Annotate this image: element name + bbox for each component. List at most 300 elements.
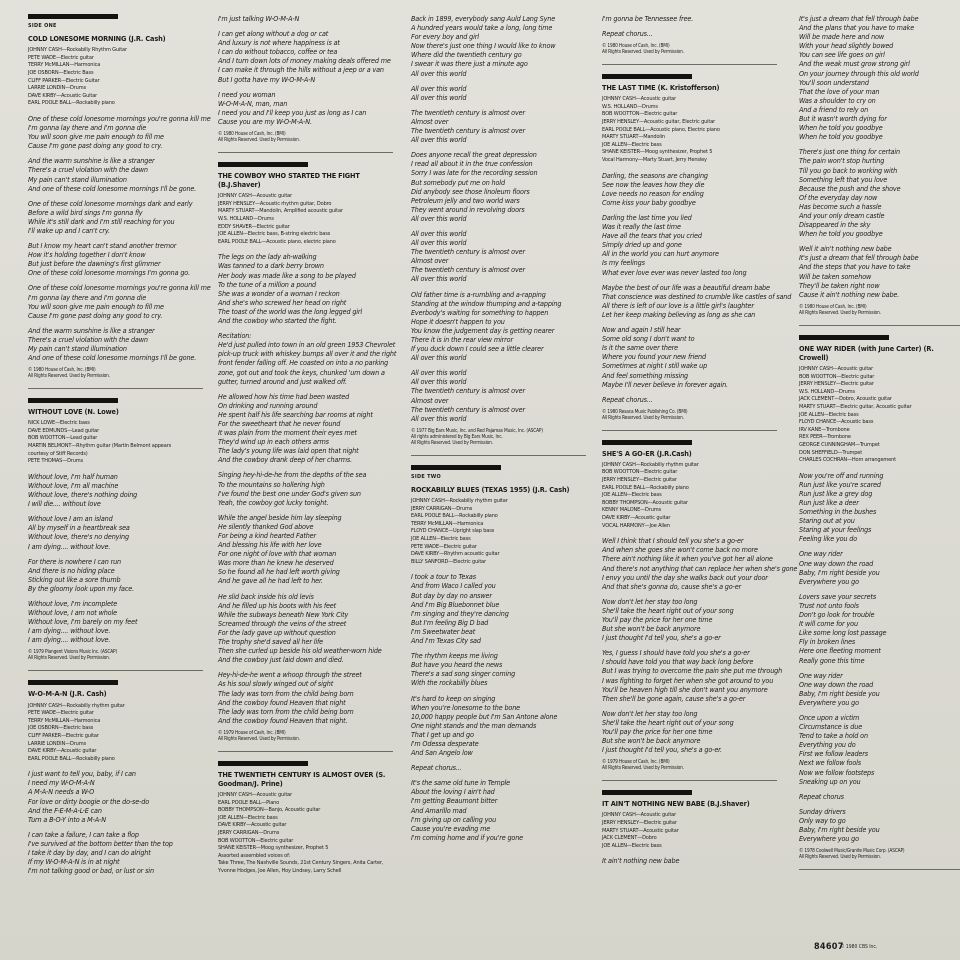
credits-list [602,462,786,530]
song-title: IT AIN'T NOTHING NEW BABE (B.J.Shaver) [602,799,750,809]
lyric-line: One of these cold lonesome mornings dark and early [28,198,193,208]
lyrics-block [602,14,786,38]
lyric-line: A M-A-N needs a W-O [28,787,95,797]
lyric-line: And San Angelo low [411,748,473,758]
credit-line: EARL POOLE BALL—Rockabilly piano [28,755,115,762]
lyric-line: One way rider [799,670,843,680]
lyric-line: Without love, there's nothing doing [28,490,138,500]
lyric-line: Love needs no reason for ending [602,188,704,198]
lyric-line: I just thought I'd tell you, she's a go-er [602,633,721,643]
lyric-line: The twentieth century is almost over [411,265,525,275]
title-bar-decoration [602,440,692,445]
lyric-line: It was plain from the moment their eyes met [218,428,357,438]
lyric-line: I was fighting to forget her when she got around to you [602,675,774,685]
credit-line: EARL POOLE BALL—Rockabilly piano [602,484,689,491]
lyric-line: It's just a dream that fell through babe [799,253,919,263]
credit-line: BOB WOOTTON—Electric guitar [799,373,875,380]
lyric-line: Now you're off and running [799,470,884,480]
lyric-line: All over this world [411,238,467,248]
credits-list [411,498,595,566]
lyric-line: front fender falling off. He coasted on into a no parking [218,358,389,368]
lyric-line: And there is no hiding place [28,565,115,575]
title-bar-decoration [28,14,118,19]
lyric-line: I need you woman [218,89,276,99]
divider-rule [28,388,203,389]
lyric-line: The lady was torn from the child being born [218,706,354,716]
lyric-line: And there's not anything that can replace her when she's gone [602,563,798,573]
lyric-line: Cause I'm gone past doing any good to cry. [28,310,163,320]
lyric-line: For being a kind hearted Father [218,531,317,540]
copyright-line: All Rights Reserved. Used by Permission. [28,374,110,380]
lyric-line: Where did the twentieth century go [411,50,522,60]
lyric-line: pick-up truck with whiskey bumps all over it and the right [218,349,397,359]
credit-line: BOB WOOTTON—Electric guitar [602,111,678,118]
lyric-line: By the gloomy look upon my face. [28,583,134,593]
lyric-line: But I'm feeling Big D bad [411,617,489,627]
credit-line: JOE ALLEN—Electric bass [602,842,662,849]
lyric-line: But somebody put me on hold [411,177,505,187]
lyric-line: I can make it through the hills without a jeep or a van [218,65,384,75]
song-block [799,335,955,870]
credit-line: JOE ALLEN—Electric bass [411,536,471,542]
column-2 [218,14,404,884]
copyright-notice [218,132,404,144]
lyric-line: 10,000 happy people but I'm San Antone alone [411,711,558,721]
lyric-line: For every boy and girl [411,32,479,42]
lyric-line: I need you and I'll keep you just as long as I can [218,107,367,117]
lyric-line: Then she curled up beside his old weather-worn hide [218,646,382,656]
lyric-line: And I'm Texas City sad [411,636,481,646]
copyright-notice [602,760,786,772]
lyric-line: He slid back inside his old levis [218,591,314,601]
lyric-line: Staring at your feelings [799,525,872,535]
lyric-line: But it wasn't worth dying for [799,114,887,124]
lyric-line: The rhythm keeps me living [411,651,498,661]
lyric-line: Next we follow fools [799,758,862,768]
lyric-line: While the subways beneath New York City [218,609,349,619]
lyric-line: There it is in the rear view mirror [411,335,513,344]
credit-line: JOE ALLEN—Electric bass [799,411,859,418]
credit-line: BOB WOOTTON—Lead guitar [28,435,98,442]
lyric-line: I'm getting Beaumont bitter [411,796,498,806]
lyric-line: All over this world [411,213,467,223]
lyric-line: And the cowboy drank deep of her charms. [218,455,352,465]
lyrics-block [218,14,404,126]
lyric-line: Yes, I guess I should have told you she's a go-er [602,648,750,658]
copyright-line: All Rights Reserved. Used by Permission. [411,440,493,446]
lyric-line: One night stands and the man demands [411,720,537,730]
lyric-line: You will soon give me pain enough to fill me [28,301,164,311]
title-bar-decoration [218,162,308,167]
lyrics-block [28,769,212,875]
lyric-line: Now we follow footsteps [799,767,875,777]
lyric-line: Lovers save your secrets [799,591,877,601]
lyric-line: Till you go back to working with [799,165,898,175]
lyric-line: All over this world [411,228,467,238]
lyric-line: Everything you do [799,740,856,750]
lyric-line: You'll pay the price for her one time [602,614,713,624]
lyric-line: Was it really the last time [602,222,681,232]
lyric-line: Has become such a hassle [799,201,882,211]
lyric-line: Singing hey-hi-de-he from the depths of the sea [218,470,367,480]
credit-line: JERRY HENSLEY—Electric guitar [799,381,874,388]
song-block [602,14,786,65]
song-title: THE LAST TIME (K. Kristofferson) [602,83,720,93]
song-title: THE TWENTIETH CENTURY IS ALMOST OVER (S. Goodman/J. Prine) [218,769,386,788]
copyright-notice [218,731,404,743]
lyric-line: I envy you until the day she walks back out your door [602,572,768,582]
lyric-line: I will die.... without love [28,499,101,509]
lyric-line: How it's holding together I don't know [28,250,146,260]
lyric-line: Trust not unto fools [799,600,859,610]
lyric-line: Did anybody see those linoleum floors [411,186,530,196]
lyric-line: Will be made here and now [799,32,884,42]
credit-line: JOE ALLEN—Electric bass [602,141,662,148]
lyric-line: It's the same old tune in Temple [411,778,511,788]
lyric-line: I'm singing and they're dancing [411,608,509,618]
song-title: WITHOUT LOVE (N. Lowe) [28,407,119,417]
lyric-line: For love or dirty boogie or the do-se-do [28,796,150,806]
credit-line: LARRIE LONDIN—Drums [28,85,86,92]
lyric-line: I need my W-O-M-A-N [28,778,95,788]
lyric-line: Recitation: [218,331,252,341]
lyric-line: And feel something missing [602,370,688,380]
credit-line: JOHNNY CASH—Rockabilly rhythm guitar [602,461,699,468]
lyric-line: When he told you goodbye [799,123,883,133]
catalog-label: © 1980 CBS Inc. [840,944,878,950]
lyric-line: All over this world [411,377,467,387]
lyric-line: They went around in revolving doors [411,204,525,214]
lyric-line: Repeat chorus... [602,394,653,404]
copyright-line: © 1980 House of Cash, Inc. (BMI) [218,132,286,138]
lyric-line: For the lady gave up without question [218,627,336,637]
lyric-line: And your only dream castle [799,210,885,220]
credit-line: JOHNNY CASH—Acoustic guitar [602,96,676,103]
lyric-line: And from Waco I called you [411,581,496,591]
credit-line: BOBBY THOMPSON—Banjo, Acoustic guitar [218,807,321,814]
lyric-line: The twentieth century is almost over [411,386,525,396]
lyric-line: Darling the last time you lied [602,213,692,222]
song-title: SHE'S A GO-ER (J.R.Cash) [602,448,692,458]
lyric-line: All over this world [411,68,467,78]
lyric-line: One of these cold lonesome mornings you're gonna kill me [28,283,211,293]
credit-line: MARTY STUART—Electric guitar, Acoustic guitar [799,403,912,410]
lyric-line: And the plans that you have to make [799,23,915,33]
lyric-line: My pain can't stand illumination [28,344,127,353]
lyric-line: And the warm sunshine is like a stranger [28,325,155,335]
lyric-line: Without love, I'm incomplete [28,598,118,608]
lyric-line: It will come for you [799,619,858,629]
lyric-line: With your head slightly bowed [799,41,894,51]
credit-line: KENNY MALONE—Drums [602,507,661,514]
credit-line: W.S. HOLLAND—Drums [602,103,658,110]
lyric-line: Well I think that I should tell you she's a go-er [602,536,744,546]
credit-line: JOE ALLEN—Electric bass [218,814,278,821]
credit-line: JERRY HENSLEY—Electric guitar [602,477,677,484]
lyric-line: You know the judgement day is getting nearer [411,325,555,335]
lyric-line: My pain can't stand illumination [28,174,127,184]
lyric-line: Sneaking up on you [799,776,861,786]
copyright-notice [602,410,786,422]
credit-line: JERRY HENSLEY—Acoustic rhythm guitar, Dobro [218,200,332,207]
lyric-line: But I gotta have my W-O-M-A-N [218,74,316,84]
credit-line: DAVE KIRBY—Acoustic guitar [602,515,671,522]
lyric-line: Circumstance is due [799,722,863,732]
credit-line: JOHNNY CASH—Rockabilly Rhythm Guitar [28,47,127,54]
divider-rule [799,325,960,326]
copyright-line: © 1980 House of Cash, Inc. (BMI) [602,44,670,50]
lyric-line: And one of these cold lonesome mornings I'll be gone. [28,183,197,193]
lyric-line: Everywhere you go [799,697,859,707]
lyric-line: You'll be heaven high till she don't want you anymore [602,684,768,694]
lyric-line: I can do without tobacco, coffee or tea [218,47,338,57]
lyric-line: I can get along without a dog or cat [218,29,329,39]
credit-line: DAVE KIRBY—Rhythm acoustic guitar [411,551,500,558]
credits-list [28,47,212,108]
credit-line: EARL POOLE BALL—Acoustic piano, Electric piano [602,126,720,133]
lyric-line: To the mountains so hollering high [218,479,325,489]
lyric-line: Sometimes at night I still wake up [602,361,708,371]
title-bar-decoration [602,790,692,795]
lyric-line: What ever love ever was never lasted too long [602,267,747,277]
credit-line: FLOYD CHANCE—Upright slap bass [411,528,495,535]
lyric-line: You'll pay the price for her one time [602,727,713,736]
credit-line: BOB WOOTTON—Electric guitar [602,469,678,476]
lyric-line: Here one fleeting moment [799,646,881,656]
lyric-line: You can see life goes on girl [799,50,885,60]
divider-rule [799,869,960,870]
lyric-line: Repeat chorus... [411,763,462,773]
lyric-line: The twentieth century is almost over [411,126,525,136]
lyric-line: With the rockabilly blues [411,678,488,688]
lyric-line: It's just a dream that fell through babe [799,14,919,23]
lyric-line: She was a wonder of a woman I reckon [218,288,340,298]
copyright-line: © 1979 Plangent Visions Music Inc. (ASCAP) [28,650,117,656]
copyright-line: All Rights Reserved. Used by Permission. [799,310,881,316]
credits-list [28,420,212,466]
lyrics-block [411,572,595,842]
copyright-notice [799,305,955,317]
lyric-line: Baby, I'm right beside you [799,567,880,577]
lyric-line: On your journey through this old world [799,68,919,78]
lyric-line: About the loving I ain't had [411,787,495,797]
lyric-line: That the love of your man [799,86,880,96]
lyric-line: Staring out at you [799,516,855,526]
lyric-line: Was more than he knew he deserved [218,558,334,568]
credit-line: MARTIN BELMONT—Rhythm guitar (Martin Belmont appears [28,443,172,450]
lyric-line: Petroleum jelly and two world wars [411,195,520,205]
lyric-line: Don't go look for trouble [799,610,875,620]
lyric-line: Will be taken somehow [799,271,872,281]
credits-list [218,792,404,876]
lyric-line: Now and again I still hear [602,325,681,335]
song-title: W-O-M-A-N (J.R. Cash) [28,689,107,699]
lyric-line: There ain't nothing like it when you've got her all alone [602,554,773,564]
title-bar-decoration [411,465,501,470]
divider-rule [602,780,777,781]
song-block [218,162,404,752]
lyric-line: Where you found your new friend [602,352,706,362]
lyric-line: And Amarillo mad [411,805,467,815]
lyric-line: If my W-O-M-A-N is in at night [28,857,120,867]
lyric-line: I can take a failure, I can take a flop [28,829,139,839]
copyright-notice [28,650,212,662]
lyric-line: Only way to go [799,815,846,825]
copyright-line: All Rights Reserved. Used by Permission. [218,736,300,742]
lyric-line: You'll soon understand [799,77,869,87]
lyric-line: Everywhere you go [799,576,859,586]
lyric-line: Feeling like you do [799,534,858,544]
title-bar-decoration [602,74,692,79]
lyric-line: All over this world [411,368,467,378]
lyric-line: For one night of love with that woman [218,549,337,559]
song-title: ROCKABILLY BLUES (TEXAS 1955) (J.R. Cash) [411,484,570,494]
credit-line: JERRY HENSLEY—Acoustic guitar, Electric guitar [602,119,716,126]
lyric-line: It ain't nothing new babe [602,856,680,866]
lyric-line: Cause it ain't nothing new babe. [799,289,900,299]
credit-line: JOE ALLEN—Electric bass, B-string electric bass [218,231,331,238]
lyric-line: But I was trying to overcome the pain she put me through [602,666,783,676]
lyric-line: Fly in broken lines [799,637,856,647]
lyric-line: For the sweetheart that he never found [218,418,341,428]
lyric-line: When you're lonesome to the bone [411,702,521,712]
credit-line: JOHNNY CASH—Rockabilly rhythm guitar [411,498,508,505]
lyric-line: And luxury is not where happiness is at [218,38,340,48]
lyric-line: And when she goes she won't come back no more [602,545,758,555]
lyric-line: But have you heard the news [411,660,503,670]
credit-line: Vocal Harmony—Marty Stuart, Jerry Hensley [602,157,707,164]
lyric-line: I'm not talking good or bad, or lust or sin [28,866,154,876]
credit-line: MARTY STUART—Mandolin, Amplified acoustic guitar [218,208,343,215]
credit-line: DAVE KIRBY—Acoustic Guitar [28,92,98,99]
song-block [602,74,792,431]
lyric-line: Run just like a grey dog [799,488,873,498]
credit-line: EARL POOLE BALL—Piano [218,799,280,806]
lyric-line: I'm giving up on calling you [411,814,497,824]
credit-line: JOHNNY CASH—Acoustic guitar [218,193,292,200]
lyric-line: See now the leaves how they die [602,179,705,189]
lyric-line: While the angel beside him lay sleeping [218,512,342,522]
lyric-line: As his soul slowly winged out of sight [218,679,334,689]
credit-line: JOE ALLEN—Electric bass [602,492,662,499]
lyric-line: Disappeared in the sky [799,220,871,230]
lyrics-block [218,252,404,725]
lyrics-block [602,170,792,404]
lyric-line: It's hard to keep on singing [411,693,496,703]
lyric-line: Screamed through the veins of the street [218,618,347,628]
credit-line: REX PEER—Trombone [799,434,851,441]
lyric-line: First we follow leaders [799,749,868,759]
lyric-line: Then she'll be gone again, cause she's a go-er [602,693,746,703]
lyric-line: And the cowboy found Heaven that night [218,697,346,707]
lyric-line: But she won't be back anymore [602,624,701,634]
lyric-line: Something in the bushes [799,507,877,517]
lyric-line: Cause you're evading me [411,823,491,833]
column-1 [28,14,212,883]
credit-line: Yvonne Hodges, Joe Allen, Hoy Lindsey, Larry Schell [218,868,342,874]
divider-rule [411,455,586,456]
lyric-line: Now there's just one thing I would like to know [411,41,556,51]
lyric-line: Repeat chorus [799,791,844,801]
copyright-line: All Rights Reserved. Used by Permission. [602,50,684,56]
lyric-line: I'm Sweetwater beat [411,626,476,636]
lyric-line: W-O-M-A-N, man, man [218,98,288,108]
credit-line: JACK CLEMENT—Dobro, Acoustic guitar [799,396,892,403]
lyric-line: And the weak must grow strong girl [799,59,910,69]
lyric-line: Without love, I am not whole [28,608,117,618]
lyric-line: Sticking out like a sore thumb [28,574,121,584]
credit-line: JOE OSBORN—Electric Bass [28,69,94,76]
lyric-line: All over this world [411,353,467,363]
lyric-line: Hey-hi-de-he went a whoop through the street [218,670,362,680]
lyric-line: There's just one thing for certain [799,147,900,157]
lyric-line: And he filled up his boots with his feet [218,600,337,610]
lyric-line: When he told you goodbye [799,132,883,142]
lyrics-block [602,536,798,755]
copyright-line: All Rights Reserved. Used by Permission. [218,138,300,144]
lyric-line: He'd just pulled into town in an old green 1953 Chevrolet [218,340,396,350]
credit-line: TERRY McMILLAN—Harmonica [28,717,101,724]
song-block [28,680,212,875]
copyright-line: All Rights Reserved. Used by Permission. [602,415,684,421]
lyrics-block [602,856,786,865]
credit-line: VOCAL HARMONY—Joe Allen [602,522,670,529]
lyric-line: I should have told you that way back long before [602,657,754,667]
lyric-line: So he found all he had left worth giving [218,567,340,577]
lyric-line: Now don't let her stay too long [602,596,698,606]
lyric-line: And the F-E-M-A-L-E can [28,805,102,815]
lyric-line: Tend to take a hold on [799,731,868,741]
lyric-line: Is my feelings [602,258,645,268]
lyrics-block [28,114,212,362]
lyric-line: Something left that you love [799,174,888,184]
lyric-line: On drinking and running around [218,400,318,410]
lyric-line: I swear it was there just a minute ago [411,59,528,69]
credit-line: JOHNNY CASH—Acoustic guitar [218,792,292,799]
credit-line: SHANE KEISTER—Moog synthesizer, Prophet 5 [602,149,713,156]
lyric-line: And he gave all he had left to her. [218,576,323,586]
lyric-line: Once upon a victim [799,712,860,722]
song-block [411,465,595,842]
lyric-line: The twentieth century is almost over [411,107,525,117]
lyric-line: Was tanned to a dark berry brown [218,261,324,271]
credit-line: DON SHEFFIELD—Trumpet [799,449,863,456]
lyric-line: Baby, I'm right beside you [799,688,880,698]
lyric-line: Some old song I don't want to [602,334,695,344]
lyric-line: And a friend to rely on [799,104,869,114]
side-label: SIDE ONE [28,23,57,29]
lyric-line: All in the world you can hurt anymore [602,249,719,259]
lyric-line: Was a shoulder to cry on [799,95,876,105]
lyric-line: Really gone this time [799,655,865,665]
credit-line: PETE WADE—Electric guitar [28,710,94,717]
credits-list [602,812,786,850]
lyric-line: Everywhere you go [799,834,859,844]
lyric-line: Everbody's waiting for something to happen [411,307,549,317]
lyric-line: And that she's gonna do, cause she's a go-er [602,581,742,591]
copyright-line: © 1977 Big Ears Music, Inc. and Red Pajamas Music, Inc. (ASCAP) [411,428,543,434]
credit-line: JERRY CARRIGAN—Drums [218,830,280,837]
lyric-line: To the tune of a million a pound [218,279,316,289]
lyric-line: He spent half his life searching bar rooms at night [218,409,373,419]
lyric-line: I am dying.... without love. [28,541,111,551]
lyric-line: Run just like a deer [799,498,859,507]
credit-line: DAVE KIRBY—Acoustic guitar [218,822,287,829]
lyric-line: Now don't let her stay too long [602,708,698,718]
credit-line: JOHNNY CASH—Rockabilly rhythm guitar [28,702,125,709]
lyric-line: She'll take the heart right out of your song [602,605,734,615]
lyric-line: gutter, turned around and just walked off. [218,376,347,386]
